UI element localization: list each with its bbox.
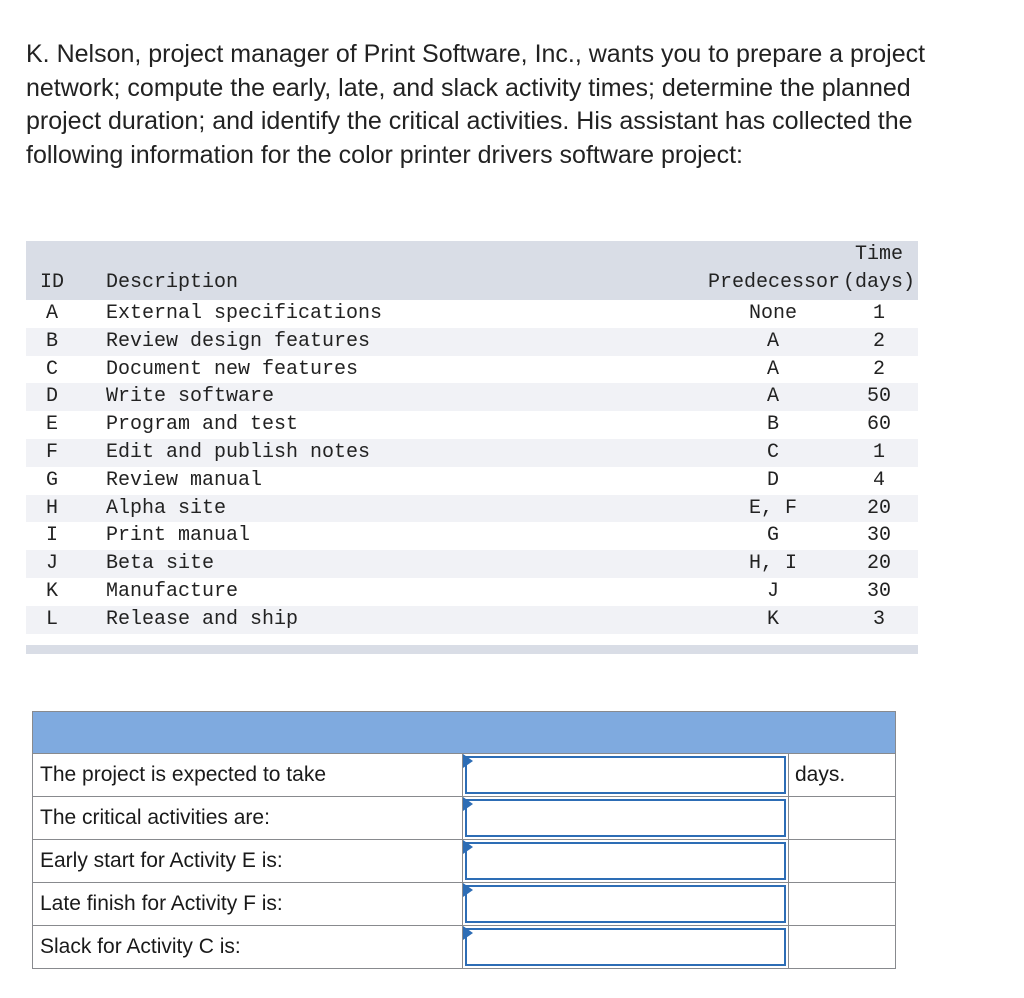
input-marker-icon <box>463 754 473 768</box>
answer-input-cell <box>463 754 789 797</box>
answer-unit <box>789 797 896 840</box>
activity-time: 20 <box>866 496 891 520</box>
answer-question: Slack for Activity C is: <box>33 926 463 969</box>
activity-row <box>26 328 918 356</box>
activity-time: 3 <box>872 607 885 631</box>
input-marker-icon <box>463 883 473 897</box>
activity-time: 1 <box>872 440 885 464</box>
activity-id: G <box>45 468 58 492</box>
activity-description: Print manual <box>106 524 251 548</box>
answer-input[interactable] <box>465 842 786 880</box>
activity-row <box>26 356 918 384</box>
activity-id: D <box>45 385 58 409</box>
activity-time: 30 <box>866 579 891 603</box>
activity-table-header <box>26 241 918 300</box>
activity-description: Program and test <box>106 413 299 437</box>
activity-id: A <box>45 302 58 325</box>
answer-unit: days. <box>789 754 896 797</box>
activity-row <box>26 383 918 411</box>
activity-time: 2 <box>872 329 885 353</box>
activity-time: 1 <box>872 302 885 325</box>
activity-time: 4 <box>872 468 885 492</box>
answer-form <box>32 711 896 969</box>
header-time-line1: Time <box>854 243 903 266</box>
header-time-line2: (days) <box>842 271 915 294</box>
answer-unit <box>789 840 896 883</box>
activity-description: Document new features <box>106 357 359 381</box>
answer-row <box>33 797 896 840</box>
activity-description: Edit and publish notes <box>106 440 371 464</box>
answer-input[interactable] <box>465 928 786 966</box>
problem-statement: K. Nelson, project manager of Print Software, Inc., wants you to prepare a project network; compute the early, late, and slack activity times; determine the planned project duration; and identify the critical activities. His assistant has collected the following information for the color printer drivers software project: <box>26 40 926 169</box>
activity-description: Write software <box>106 385 275 409</box>
activity-id: I <box>45 524 58 548</box>
activity-row <box>26 439 918 467</box>
activity-description: External specifications <box>106 302 383 325</box>
activity-predecessor: C <box>766 440 779 464</box>
answer-unit <box>789 883 896 926</box>
table-bottom-bar <box>26 645 918 654</box>
header-time <box>840 241 918 300</box>
activity-predecessor: E, F <box>748 496 797 520</box>
answer-input-cell <box>463 883 789 926</box>
activity-time: 2 <box>872 357 885 381</box>
activity-row <box>26 467 918 495</box>
activity-predecessor: A <box>766 357 779 381</box>
answer-form-header <box>33 712 896 754</box>
activity-predecessor: A <box>766 385 779 409</box>
activity-row <box>26 606 918 634</box>
answer-input-cell <box>463 926 789 969</box>
activity-row <box>26 300 918 328</box>
answer-row <box>33 754 896 797</box>
activity-id: E <box>45 413 58 437</box>
activity-row <box>26 495 918 523</box>
activity-id: C <box>45 357 58 381</box>
activity-time: 50 <box>866 385 891 409</box>
answer-question: The critical activities are: <box>33 797 463 840</box>
activity-description: Beta site <box>106 552 215 576</box>
activity-id: K <box>45 579 58 603</box>
answer-row <box>33 926 896 969</box>
activity-id: B <box>45 329 58 353</box>
answer-input-cell <box>463 797 789 840</box>
activity-description: Release and ship <box>106 607 299 631</box>
activity-row <box>26 522 918 550</box>
answer-question: The project is expected to take <box>33 754 463 797</box>
activity-predecessor: D <box>766 468 779 492</box>
activity-predecessor: H, I <box>748 552 797 576</box>
answer-row <box>33 840 896 883</box>
answer-input[interactable] <box>465 756 786 794</box>
activity-predecessor: K <box>766 607 779 631</box>
answer-input[interactable] <box>465 885 786 923</box>
answer-unit <box>789 926 896 969</box>
activity-id: J <box>45 552 58 576</box>
header-predecessor: Predecessor <box>707 271 840 294</box>
activity-row <box>26 550 918 578</box>
activity-time: 60 <box>866 413 891 437</box>
activity-id: L <box>45 607 58 631</box>
activity-predecessor: J <box>766 579 779 603</box>
activity-predecessor: A <box>766 329 779 353</box>
activity-row <box>26 578 918 606</box>
answer-input[interactable] <box>465 799 786 837</box>
answer-row <box>33 883 896 926</box>
activity-description: Review manual <box>106 468 263 492</box>
activity-row <box>26 411 918 439</box>
header-id: ID <box>39 271 64 294</box>
activity-id: H <box>45 496 58 520</box>
activity-description: Alpha site <box>106 496 227 520</box>
activity-predecessor: G <box>766 524 779 548</box>
activity-predecessor: B <box>766 413 779 437</box>
answer-question: Late finish for Activity F is: <box>33 883 463 926</box>
activity-description: Manufacture <box>106 579 239 603</box>
input-marker-icon <box>463 926 473 940</box>
activity-time: 30 <box>866 524 891 548</box>
input-marker-icon <box>463 840 473 854</box>
activity-time: 20 <box>866 552 891 576</box>
answer-input-cell <box>463 840 789 883</box>
answer-form-header-cell <box>33 712 896 754</box>
header-description: Description <box>106 271 239 294</box>
activity-id: F <box>45 440 58 464</box>
activity-predecessor: None <box>748 302 797 325</box>
activity-description: Review design features <box>106 329 371 353</box>
answer-question: Early start for Activity E is: <box>33 840 463 883</box>
input-marker-icon <box>463 797 473 811</box>
activity-table <box>26 241 918 634</box>
